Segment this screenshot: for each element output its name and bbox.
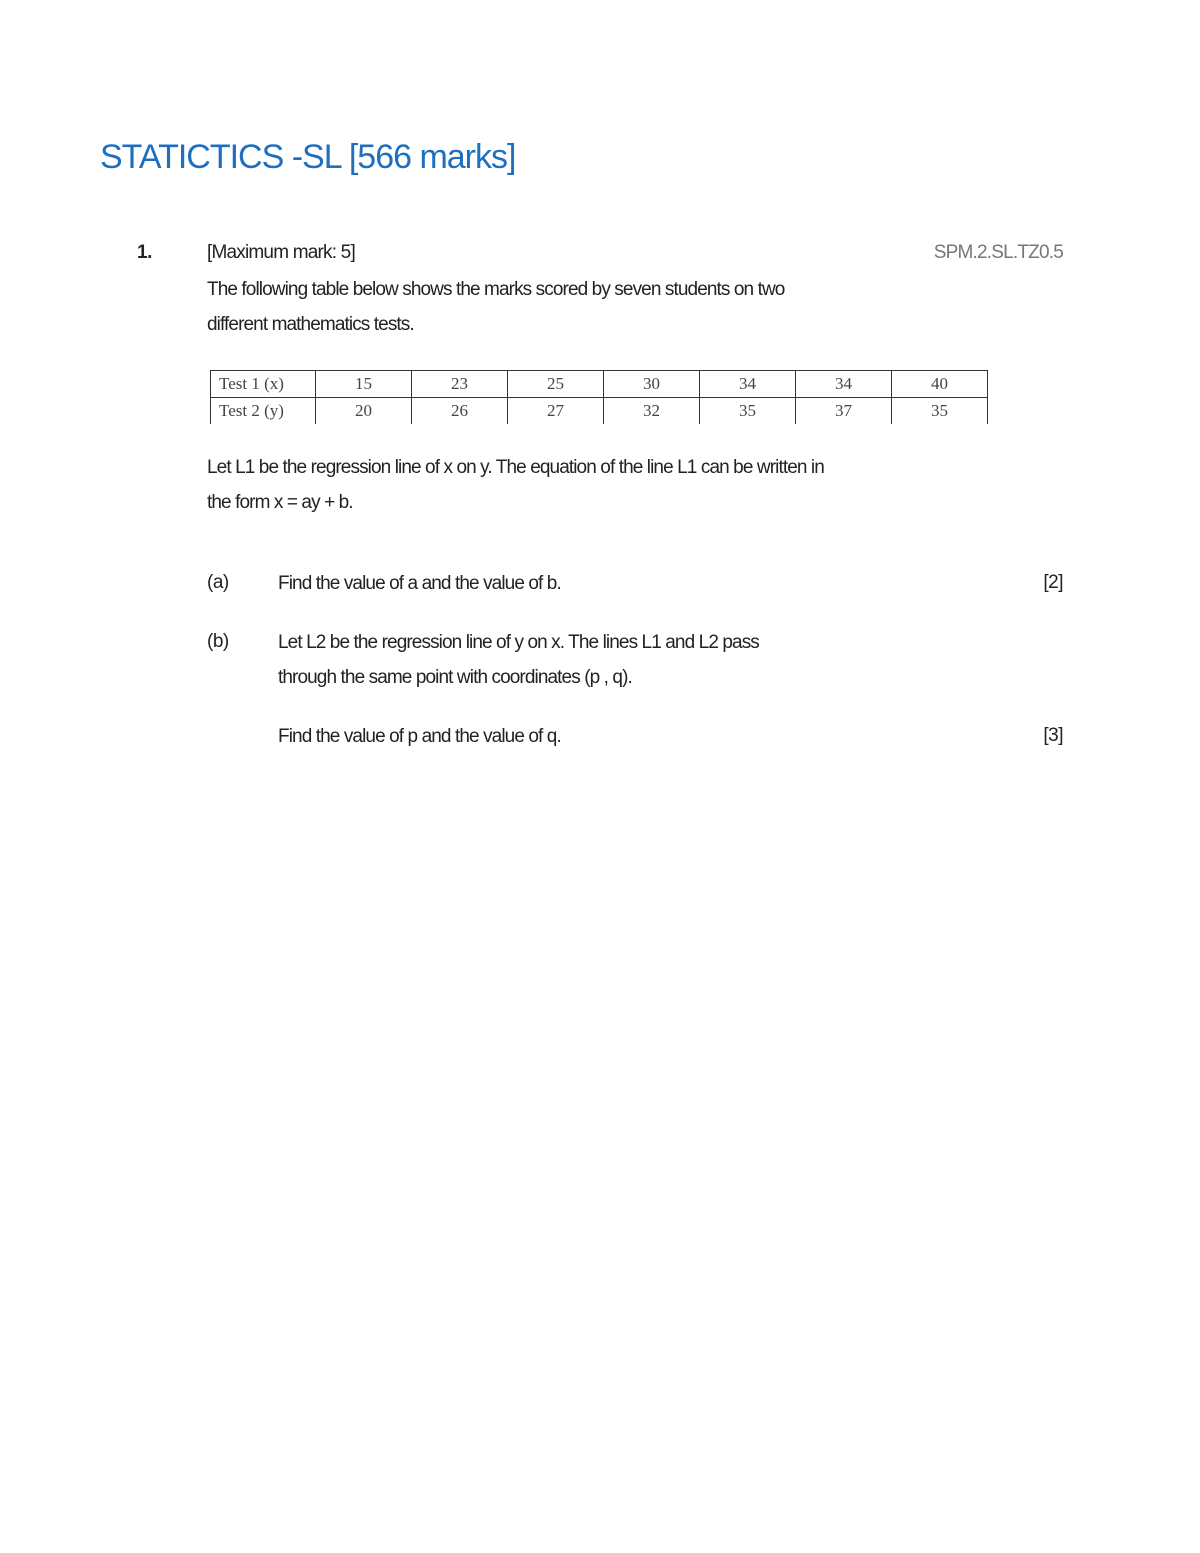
regression-line-2: the form x = ay + b. [207,492,353,513]
page-title: STATICTICS -SL [566 marks] [100,138,516,176]
intro-line-1: The following table below shows the marks scored by seven students on two [207,279,785,300]
table-cell: 35 [892,398,988,425]
question-number: 1. [137,242,152,263]
part-a-text: Find the value of a and the value of b. [278,573,561,594]
table-cell: 30 [604,371,700,398]
part-b-marks: [3] [1043,725,1063,746]
marks-table [210,370,988,424]
table-cell: 27 [508,398,604,425]
table-cell: 20 [316,398,412,425]
table-cell: 32 [604,398,700,425]
table-row [211,371,988,398]
intro-line-2: different mathematics tests. [207,314,414,335]
row-header-test1: Test 1 (x) [211,371,316,398]
part-a-marks: [2] [1043,572,1063,593]
table-cell: 40 [892,371,988,398]
regression-statement [207,450,824,520]
maximum-mark: [Maximum mark: 5] [207,242,355,263]
part-a-label: (a) [207,572,229,593]
table-cell: 34 [700,371,796,398]
table-row [211,398,988,425]
part-b-statement [278,625,759,695]
regression-line-1: Let L1 be the regression line of x on y. The equation of the line L1 can be written in [207,457,824,478]
question-intro [207,272,784,342]
table-cell: 34 [796,371,892,398]
table-cell: 15 [316,371,412,398]
table-cell: 23 [412,371,508,398]
table-cell: 35 [700,398,796,425]
table-cell: 25 [508,371,604,398]
table-cell: 37 [796,398,892,425]
question-reference: SPM.2.SL.TZ0.5 [933,242,1063,263]
part-b-task: Find the value of p and the value of q. [278,726,561,747]
part-b-label: (b) [207,631,229,652]
part-b-line-2: through the same point with coordinates (p , q). [278,667,632,688]
part-b-line-1: Let L2 be the regression line of y on x. The lines L1 and L2 pass [278,632,759,653]
table-cell: 26 [412,398,508,425]
row-header-test2: Test 2 (y) [211,398,316,425]
